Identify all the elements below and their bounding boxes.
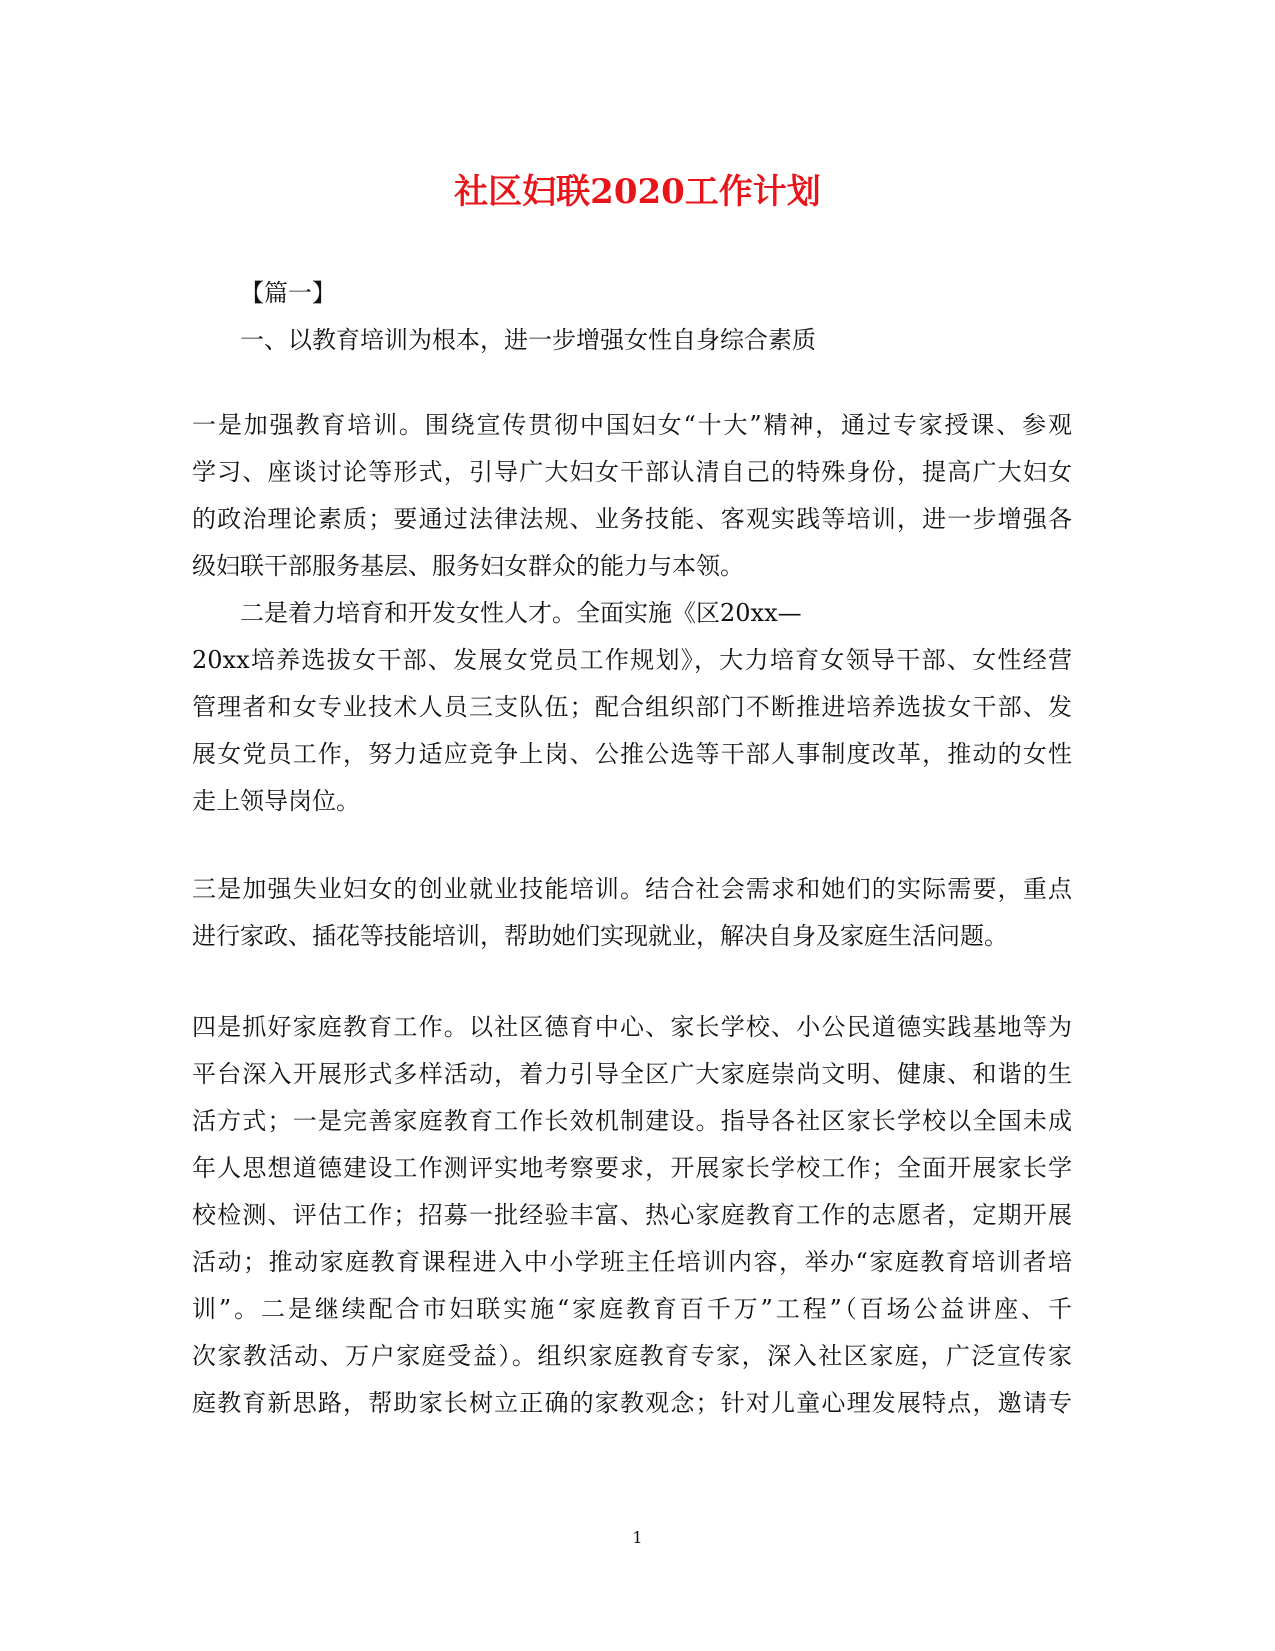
paragraph-line: 进行家政、插花等技能培训，帮助她们实现就业，解决自身及家庭生活问题。: [192, 922, 1008, 950]
paragraph-line: 学习、座谈讨论等形式，引导广大妇女干部认清自己的特殊身份，提高广大妇女: [192, 458, 1072, 486]
paragraph-line: 次家教活动、万户家庭受益）。组织家庭教育专家，深入社区家庭，广泛宣传家: [192, 1342, 1072, 1370]
section-label: 【篇一】: [240, 279, 336, 307]
paragraph-line: 训”。二是继续配合市妇联实施“家庭教育百千万”工程”（百场公益讲座、千: [192, 1295, 1072, 1323]
paragraph-line: 平台深入开展形式多样活动，着力引导全区广大家庭崇尚文明、健康、和谐的生: [192, 1060, 1072, 1088]
paragraph-line: 走上领导岗位。: [192, 787, 360, 815]
paragraph-line: 庭教育新思路，帮助家长树立正确的家教观念；针对儿童心理发展特点，邀请专: [192, 1389, 1072, 1417]
paragraph-line: 四是抓好家庭教育工作。以社区德育中心、家长学校、小公民道德实践基地等为: [192, 1013, 1072, 1041]
paragraph-line: 的政治理论素质；要通过法律法规、业务技能、客观实践等培训，进一步增强各: [192, 505, 1072, 533]
section-label-block: [192, 270, 1072, 364]
paragraph-line: 展女党员工作，努力适应竞争上岗、公推公选等干部人事制度改革，推动的女性: [192, 740, 1072, 768]
document-title: 社区妇联2020工作计划: [454, 172, 821, 212]
paragraph-line: 一是加强教育培训。围绕宣传贯彻中国妇女“十大”精神，通过专家授课、参观: [192, 411, 1072, 439]
paragraph-line: 管理者和女专业技术人员三支队伍；配合组织部门不断推进培养选拔女干部、发: [192, 693, 1072, 721]
paragraph-line: 20xx培养选拔女干部、发展女党员工作规划》，大力培育女领导干部、女性经营: [192, 646, 1072, 674]
paragraph-line: 年人思想道德建设工作测评实地考察要求，开展家长学校工作；全面开展家长学: [192, 1154, 1072, 1182]
paragraph-1: [192, 402, 1072, 590]
paragraph-line: 活方式；一是完善家庭教育工作长效机制建设。指导各社区家长学校以全国未成: [192, 1107, 1072, 1135]
paragraph-line: 级妇联干部服务基层、服务妇女群众的能力与本领。: [192, 552, 744, 580]
paragraph-line: 校检测、评估工作；招募一批经验丰富、热心家庭教育工作的志愿者，定期开展: [192, 1201, 1072, 1229]
section-heading: 一、以教育培训为根本，进一步增强女性自身综合素质: [240, 326, 816, 354]
paragraph-3: [192, 866, 1072, 960]
paragraph-line: 活动；推动家庭教育课程进入中小学班主任培训内容，举办“家庭教育培训者培: [192, 1248, 1072, 1276]
paragraph-4: [192, 1004, 1072, 1427]
paragraph-2: [192, 590, 1072, 825]
page-number: 1: [632, 1528, 643, 1547]
paragraph-line: 二是着力培育和开发女性人才。全面实施《区20xx—: [240, 599, 802, 627]
paragraph-line: 三是加强失业妇女的创业就业技能培训。结合社会需求和她们的实际需要，重点: [192, 875, 1072, 903]
